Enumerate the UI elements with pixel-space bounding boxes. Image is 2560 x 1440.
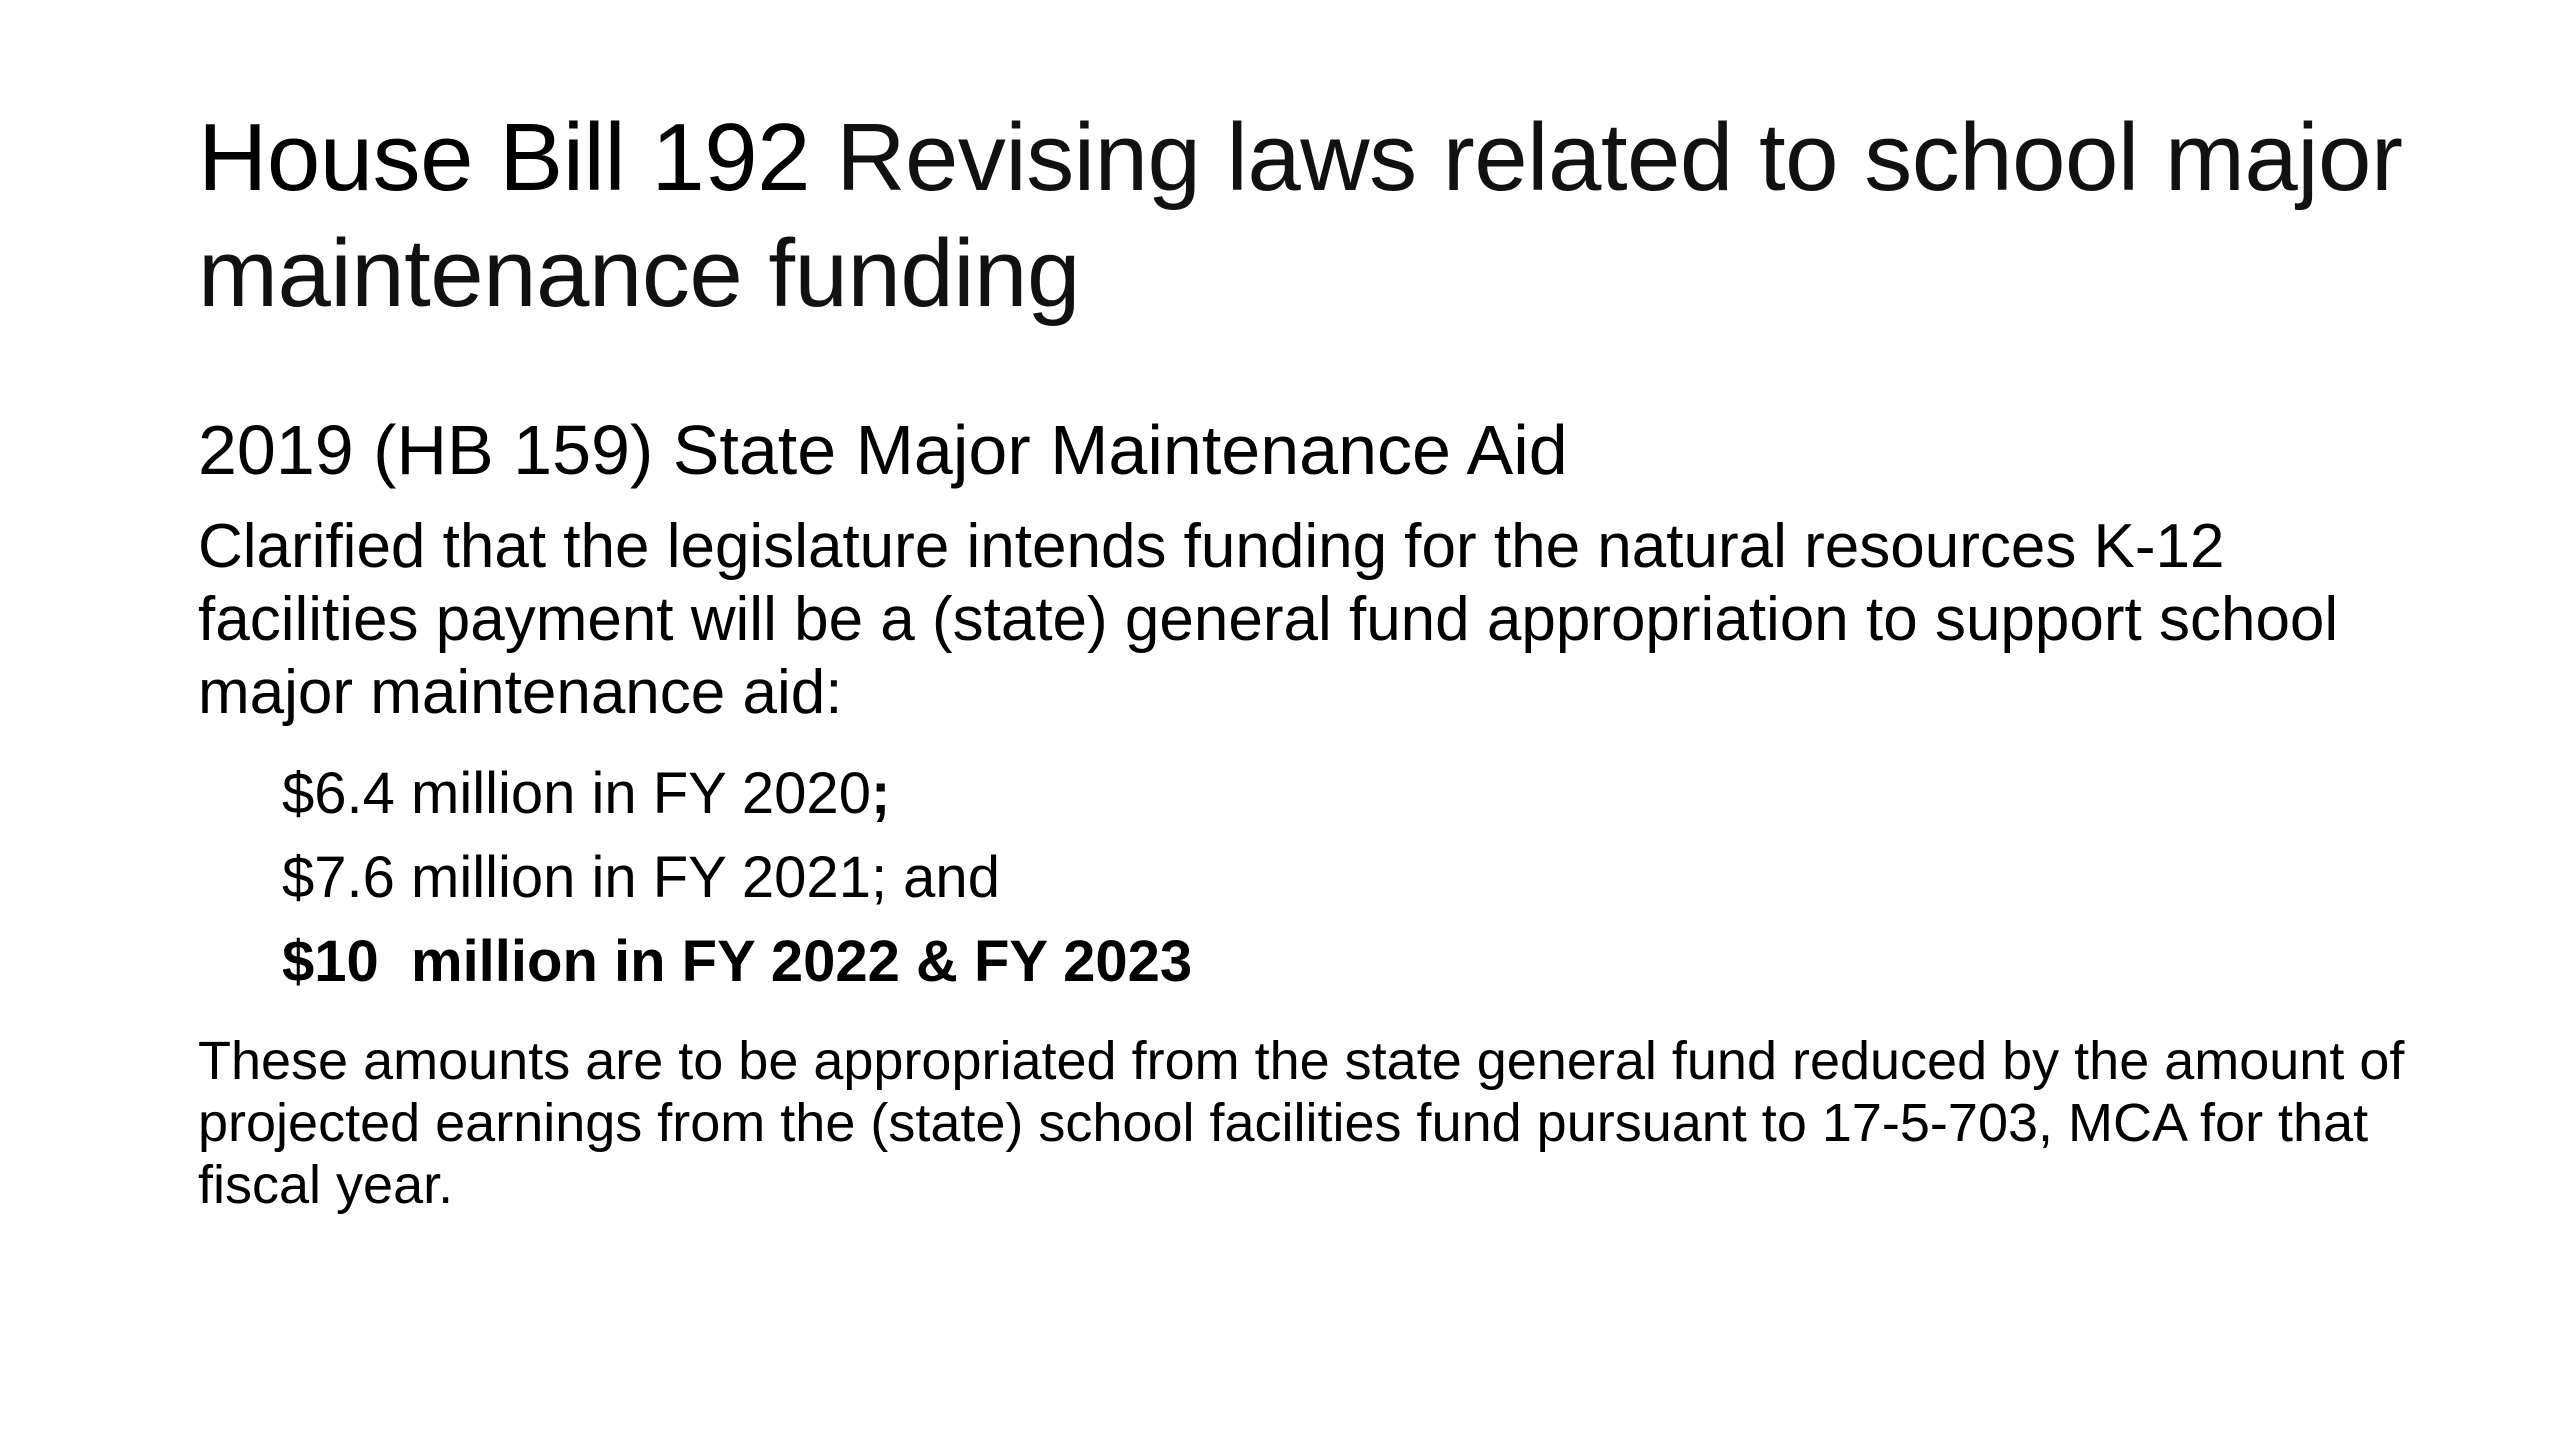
amount-fy2020-suffix: ; — [870, 761, 891, 826]
funding-amounts-list — [282, 752, 1192, 1004]
title-description: Revising laws related to school major maintenance funding — [198, 104, 2403, 327]
closing-paragraph: These amounts are to be appropriated from the state general fund reduced by the amount of projected earnings from the (state) school facilities fund pursuant to 17-5-703, MCA for that fiscal year. — [198, 1031, 2405, 1215]
slide-title — [198, 100, 2448, 332]
intro-paragraph: Clarified that the legislature intends funding for the natural resources K-12 facilities payment will be a (state) general fund appropriation to support school major maintenance aid: — [198, 512, 2339, 727]
amount-fy2022-2023-text: $10 million in FY 2022 & FY 2023 — [282, 929, 1193, 994]
amount-fy2021 — [282, 836, 1192, 920]
title-bill-number: House Bill 192 — [198, 104, 811, 211]
section-heading: 2019 (HB 159) State Major Maintenance Aid — [198, 411, 1568, 489]
amount-fy2020 — [282, 752, 1192, 836]
amount-fy2020-text: $6.4 million in FY 2020 — [282, 761, 871, 826]
amount-fy2021-text: $7.6 million in FY 2021; and — [282, 845, 1000, 910]
amount-fy2022-2023 — [282, 920, 1192, 1004]
